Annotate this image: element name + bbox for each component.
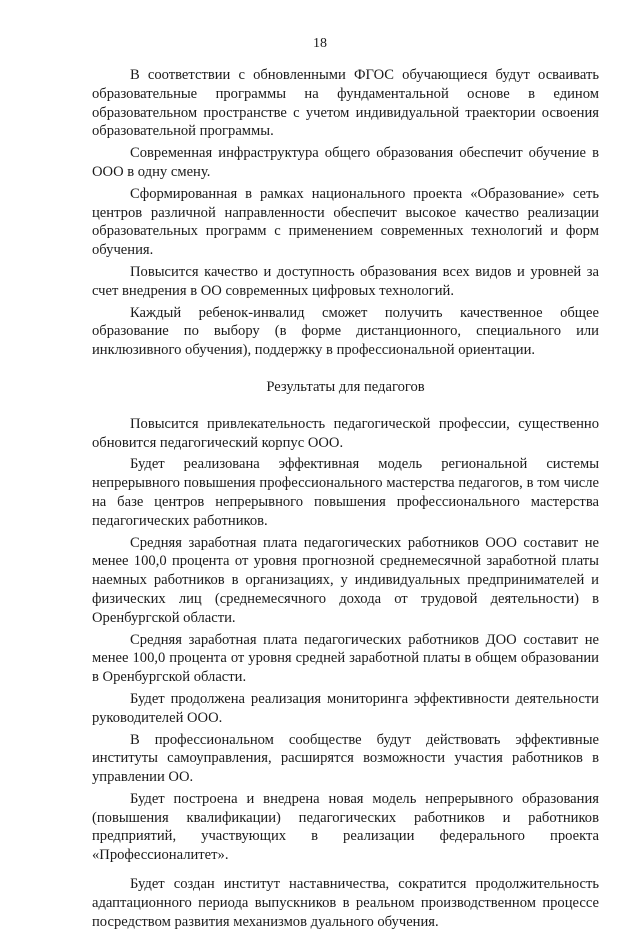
paragraph: Каждый ребенок-инвалид сможет получить качественное общее образование по выбору (в форме дистанционного, специального или инклюзивного обучения), поддержку в профессиональной ориентации. [92,304,599,359]
paragraph: Средняя заработная плата педагогических работников ДОО составит не менее 100,0 процента от уровня средней заработной платы в общем образовании в Оренбургской области. [92,631,599,686]
paragraph: Повысится качество и доступность образования всех видов и уровней за счет внедрения в ОО современных цифровых технологий. [92,263,599,299]
page-number: 18 [313,36,327,51]
paragraph: В соответствии с обновленными ФГОС обучающиеся будут осваивать образовательные программы на фундаментальной основе в едином образовательном пространстве с учетом индивидуальной траектории освоения образовательной программы. [92,67,599,140]
paragraph: Средняя заработная плата педагогических работников ООО составит не менее 100,0 процента от уровня прогнозной среднемесячной заработной платы наемных работников в организациях, у индивидуальных предпринимателей и физических лиц (среднемесячного дохода от трудовой деятельности) в Оренбургской области. [92,534,599,626]
document-body [92,66,599,934]
paragraph: Сформированная в рамках национального проекта «Образование» сеть центров различной направленности обеспечит высокое качество реализации образовательных программ с применением современных технологий и форм обучения. [92,185,599,259]
paragraph: Будет создан институт наставничества, сократится продолжительность адаптационного периода выпускников в реальном производственном процессе посредством развития механизмов дуального обучения. [92,876,599,930]
paragraph: Повысится привлекательность педагогической профессии, существенно обновится педагогический корпус ООО. [92,415,599,451]
paragraph: Будет продолжена реализация мониторинга эффективности деятельности руководителей ООО. [92,690,599,726]
paragraph: Будет реализована эффективная модель региональной системы непрерывного повышения профессионального мастерства педагогов, в том числе на базе центров непрерывного повышения профессионального мастерства педагогических работников. [92,456,599,529]
paragraph: В профессиональном сообществе будут действовать эффективные институты самоуправления, расширятся возможности участия работников в управлении ОО. [92,731,599,786]
paragraph: Современная инфраструктура общего образования обеспечит обучение в ООО в одну смену. [92,145,599,180]
section-heading: Результаты для педагогов [266,378,425,395]
paragraph: Будет построена и внедрена новая модель непрерывного образования (повышения квалификации) педагогических работников и работников предприятий, участвующих в реализации федерального проекта «Профессионалитет». [92,790,599,864]
